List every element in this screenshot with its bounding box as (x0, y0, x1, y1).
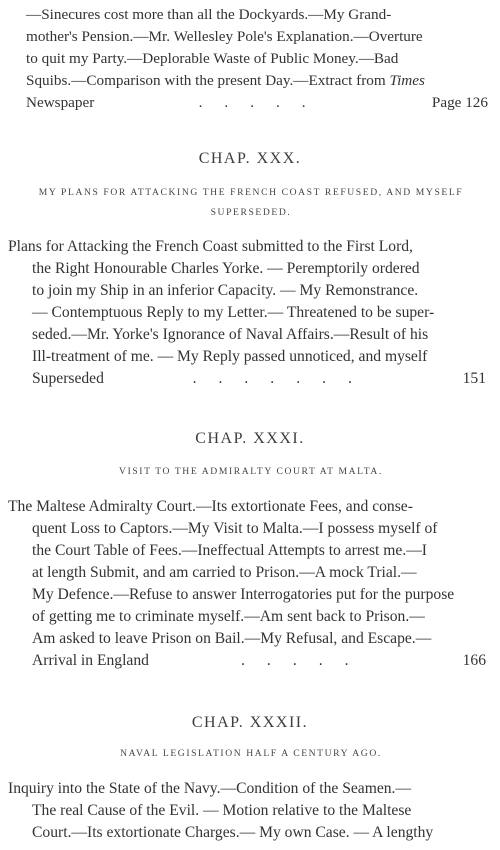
intro-line-with-italic (26, 70, 488, 92)
summary-line: The real Cause of the Evil. — Motion relative to the Maltese (32, 802, 412, 819)
summary-line: seded.—Mr. Yorke's Ignorance of Naval Affairs.—Result of his (32, 326, 429, 343)
summary-line: at length Submit, and am carried to Prison.—A mock Trial.— (32, 564, 417, 581)
chapter-summary (8, 496, 486, 672)
summary-entry-row (8, 650, 486, 672)
summary-line: the Right Honourable Charles Yorke. — Peremptorily ordered (32, 260, 420, 277)
intro-line: —Sinecures cost more than all the Dockyards.—My Grand- (26, 6, 392, 23)
summary-last-line: Superseded (32, 370, 104, 387)
chapter-title (26, 744, 476, 764)
leader-dots: ..... (241, 652, 371, 669)
summary-line: Inquiry into the State of the Navy.—Condition of the Seamen.— (8, 780, 412, 797)
chapter-title-line: SUPERSEDED. (210, 207, 292, 218)
summary-line: the Court Table of Fees.—Ineffectual Attempts to arrest me.—I (32, 542, 427, 559)
page-number: 151 (462, 370, 486, 387)
leader-dots: ..... (198, 94, 328, 111)
summary-line: My Defence.—Refuse to answer Interrogatories put for the purpose (32, 586, 455, 603)
summary-line: Ill-treatment of me. — My Reply passed unnoticed, and myself (32, 348, 428, 365)
summary-line: Plans for Attacking the French Coast submitted to the First Lord, (8, 238, 413, 255)
chapter-heading: CHAP. XXXI. (195, 430, 305, 447)
intro-entry-row (26, 92, 488, 114)
summary-line: — Contemptuous Reply to my Letter.— Threatened to be super- (32, 304, 435, 321)
summary-entry-row (8, 368, 486, 390)
chapter-heading: CHAP. XXXII. (191, 714, 309, 731)
summary-line: The Maltese Admiralty Court.—Its extortionate Fees, and conse- (8, 498, 413, 515)
summary-line: of getting me to criminate myself.—Am sent back to Prison.— (32, 608, 425, 625)
intro-last-line: Newspaper (26, 94, 95, 111)
chapter-summary (8, 778, 486, 844)
italic-times: Times (389, 72, 425, 89)
summary-line: to join my Ship in an inferior Capacity. — My Remonstrance. (32, 282, 419, 299)
summary-line: Am asked to leave Prison on Bail.—My Refusal, and Escape.— (32, 630, 432, 647)
page-number: 166 (462, 652, 486, 669)
chapter-title (26, 462, 476, 482)
chapter-title (26, 183, 476, 223)
chapter-summary (8, 236, 486, 390)
summary-last-line: Arrival in England (32, 652, 149, 669)
intro-line: Squibs.—Comparison with the present Day.—Extract from (26, 72, 386, 89)
intro-page-number: Page 126 (431, 94, 488, 111)
summary-line: Court.—Its extortionate Charges.— My own Case. — A lengthy (32, 824, 434, 841)
intro-line: to quit my Party.—Deplorable Waste of Public Money.—Bad (26, 50, 399, 67)
leader-dots: ....... (192, 370, 374, 387)
chapter-title-line: MY PLANS FOR ATTACKING THE FRENCH COAST REFUSED, AND MYSELF (38, 187, 464, 198)
chapter-heading: CHAP. XXX. (198, 150, 302, 167)
chapter-title-line: VISIT TO THE ADMIRALTY COURT AT MALTA. (119, 466, 383, 477)
summary-line: quent Loss to Captors.—My Visit to Malta.—I possess myself of (32, 520, 438, 537)
intro-paragraph (26, 4, 488, 114)
intro-line: mother's Pension.—Mr. Wellesley Pole's Explanation.—Overture (26, 28, 423, 45)
chapter-title-line: NAVAL LEGISLATION HALF A CENTURY AGO. (120, 748, 382, 759)
